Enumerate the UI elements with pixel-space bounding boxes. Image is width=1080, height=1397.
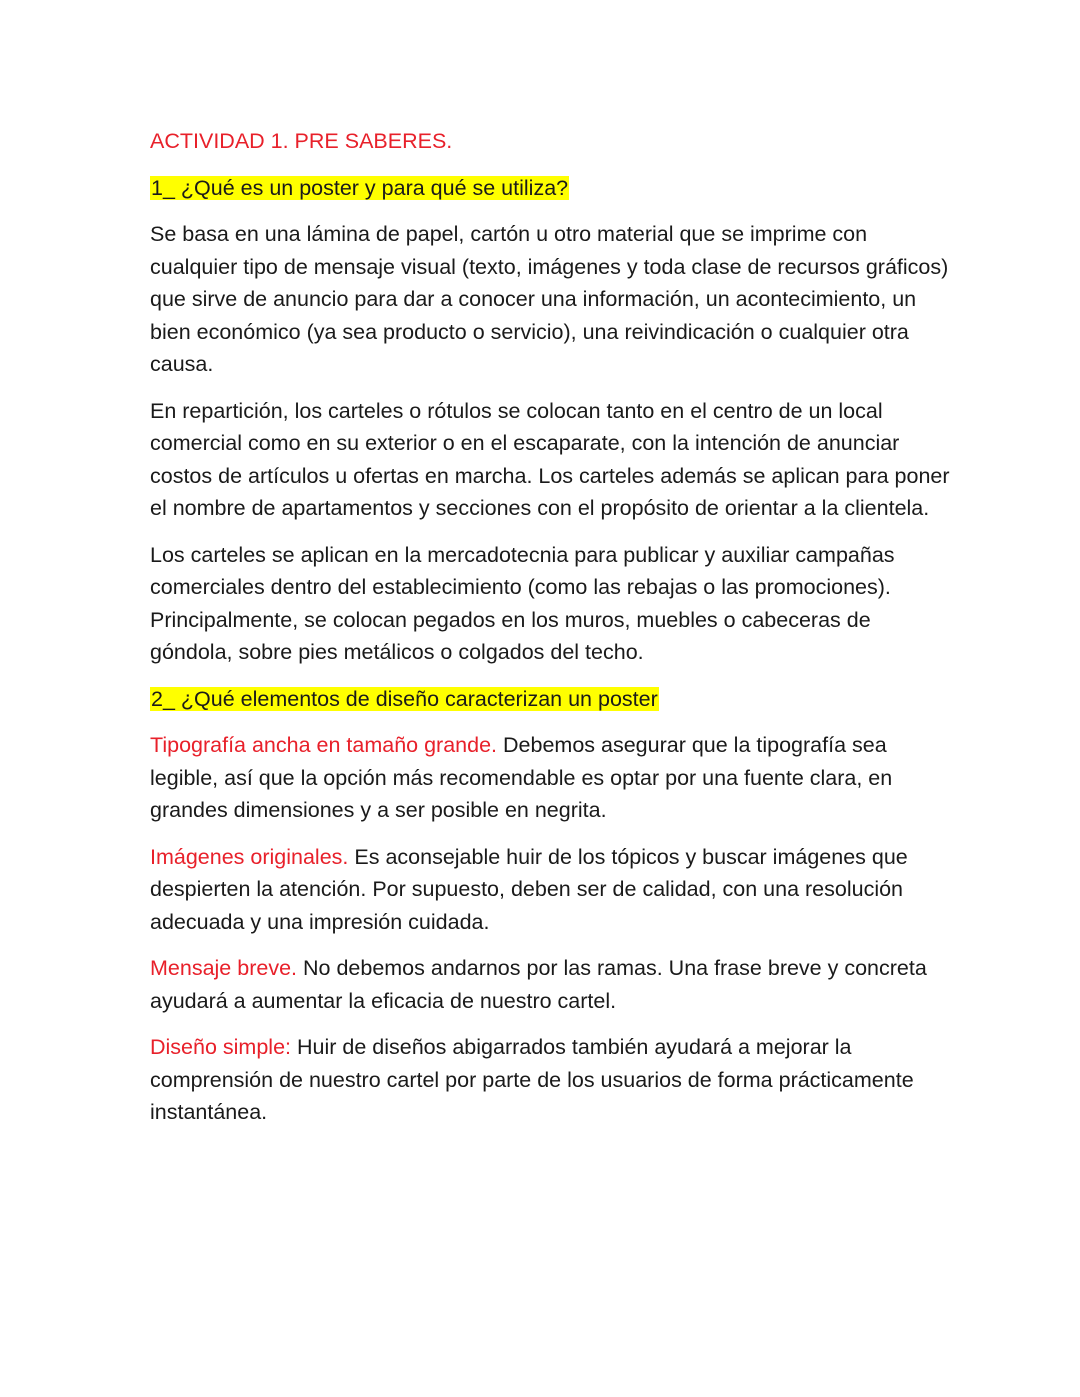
- design-element-item: [150, 1031, 950, 1129]
- design-element-item: [150, 729, 950, 827]
- design-element-text: Huir de diseños abigarrados también ayudará a mejorar la comprensión de nuestro cartel por parte de los usuarios de forma prácticamente instantánea.: [150, 1035, 914, 1124]
- design-element-title: Imágenes originales.: [150, 844, 349, 869]
- answer-1-paragraph: Se basa en una lámina de papel, cartón u otro material que se imprime con cualquier tipo de mensaje visual (texto, imágenes y toda clase de recursos gráficos) que sirve de anuncio para dar a conocer una información, un acontecimiento, un bien económico (ya sea producto o servicio), una reivindicación o cualquier otra causa.: [150, 222, 949, 376]
- document-page: [150, 125, 950, 1143]
- design-element-title: Diseño simple:: [150, 1035, 291, 1059]
- question-1: [150, 172, 950, 205]
- question-2: [150, 683, 950, 716]
- design-element-title: Mensaje breve.: [150, 956, 297, 980]
- answer-1-paragraph: Los carteles se aplican en la mercadotecnia para publicar y auxiliar campañas comerciales dentro del establecimiento (como las rebajas o las promociones). Principalmente, se colocan pegados en los muros, muebles o cabeceras de góndola, sobre pies metálicos o colgados del techo.: [150, 542, 895, 664]
- design-element-item: [150, 841, 950, 939]
- activity-title: ACTIVIDAD 1. PRE SABERES.: [150, 129, 453, 153]
- design-element-title: Tipografía ancha en tamaño grande.: [150, 733, 498, 757]
- design-element-text: Es aconsejable huir de los tópicos y buscar imágenes que despierten la atención. Por supuesto, deben ser de calidad, con una resolución adecuada y una impresión cuidada.: [150, 844, 908, 934]
- answer-1-paragraph: En repartición, los carteles o rótulos se colocan tanto en el centro de un local comercial como en su exterior o en el escaparate, con la intención de anunciar costos de artículos u ofertas en marcha. Los carteles además se aplican para poner el nombre de apartamentos y secciones con el propósito de orientar a la clientela.: [150, 398, 950, 520]
- design-element-text: No debemos andarnos por las ramas. Una frase breve y concreta ayudará a aumentar la eficacia de nuestro cartel.: [150, 956, 927, 1013]
- question-2-text: 2_ ¿Qué elementos de diseño caracterizan un poster: [151, 686, 658, 711]
- design-element-text: Debemos asegurar que la tipografía sea legible, así que la opción más recomendable es optar por una fuente clara, en grandes dimensiones y a ser posible en negrita.: [150, 733, 893, 822]
- question-1-text: 1_ ¿Qué es un poster y para qué se utiliza?: [151, 175, 569, 200]
- design-element-item: [150, 952, 950, 1017]
